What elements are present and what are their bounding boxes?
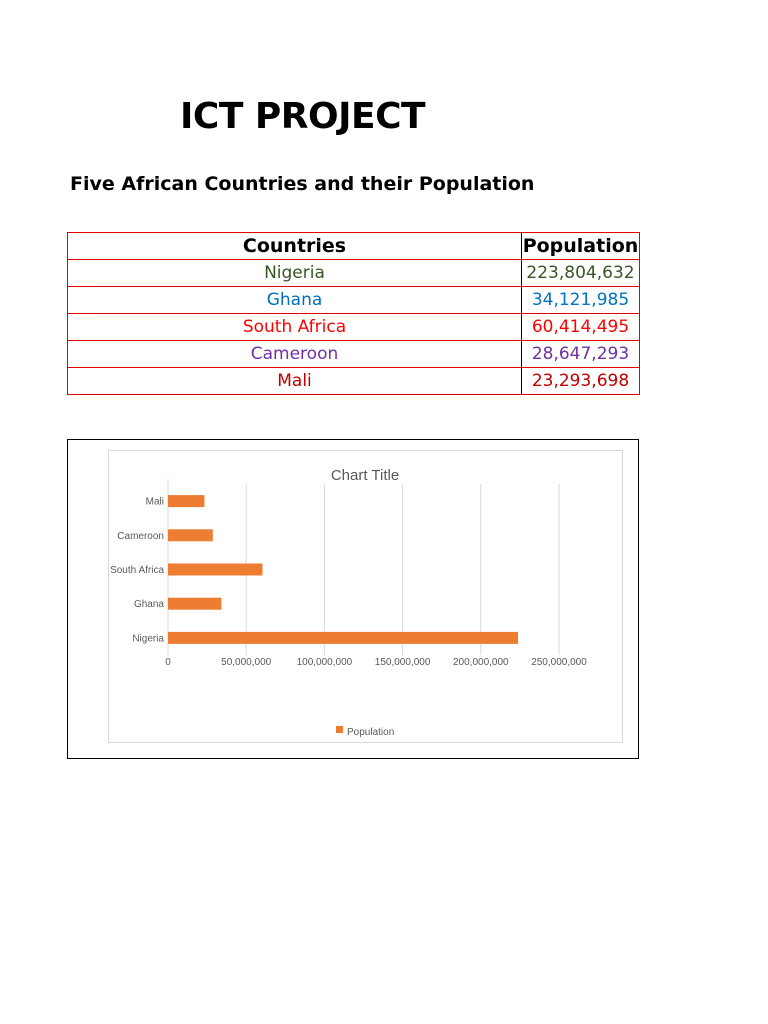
legend-label: Population — [347, 727, 395, 738]
category-label: Nigeria — [132, 633, 164, 645]
population-table — [67, 232, 640, 395]
document-subtitle: Five African Countries and their Population — [70, 173, 535, 195]
x-tick-label: 50,000,000 — [221, 657, 272, 668]
chart-frame[interactable] — [67, 439, 639, 759]
country-cell: Nigeria — [68, 260, 522, 287]
country-cell: Ghana — [68, 287, 522, 314]
population-bar-chart — [109, 451, 622, 742]
category-label: Mali — [145, 496, 164, 508]
table-row — [68, 341, 640, 368]
bar-south-africa — [168, 564, 262, 576]
header-countries: Countries — [68, 233, 522, 260]
table-row — [68, 314, 640, 341]
country-cell: Mali — [68, 368, 522, 395]
population-cell: 60,414,495 — [522, 314, 640, 341]
country-cell: Cameroon — [68, 341, 522, 368]
category-label: Cameroon — [117, 530, 164, 542]
table-row — [68, 287, 640, 314]
bar-nigeria — [168, 632, 518, 644]
document-title: ICT PROJECT — [180, 96, 426, 137]
bar-ghana — [168, 598, 221, 610]
population-cell: 23,293,698 — [522, 368, 640, 395]
country-cell: South Africa — [68, 314, 522, 341]
legend-swatch — [336, 726, 343, 733]
x-tick-label: 250,000,000 — [531, 657, 587, 668]
population-cell: 34,121,985 — [522, 287, 640, 314]
category-label: South Africa — [110, 565, 164, 576]
x-tick-label: 0 — [165, 657, 171, 668]
table-header-row — [68, 233, 640, 260]
table-row — [68, 260, 640, 287]
x-tick-label: 150,000,000 — [374, 657, 431, 668]
population-cell: 28,647,293 — [522, 341, 640, 368]
x-tick-label: 100,000,000 — [296, 657, 353, 668]
table-row — [68, 368, 640, 395]
bar-cameroon — [168, 529, 213, 541]
population-cell: 223,804,632 — [522, 260, 640, 287]
chart-title: Chart Title — [330, 467, 400, 484]
category-label: Ghana — [133, 599, 164, 611]
header-population: Population — [522, 233, 640, 260]
bar-mali — [168, 495, 204, 507]
x-tick-label: 200,000,000 — [452, 657, 509, 668]
chart-area[interactable] — [108, 450, 623, 743]
